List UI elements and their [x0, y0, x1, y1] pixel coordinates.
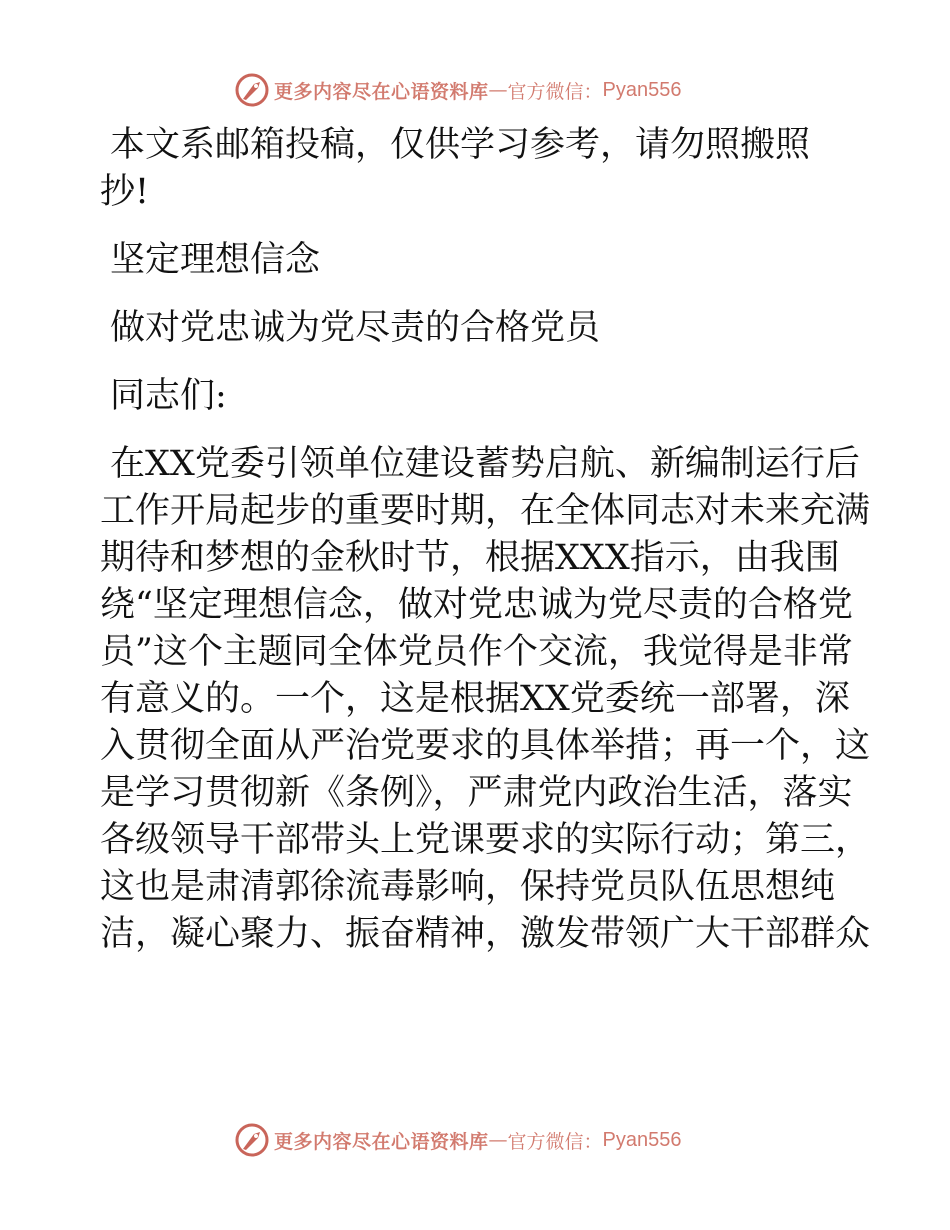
watermark-sub-text: 官方微信：: [507, 1130, 603, 1153]
pen-nib-logo-icon: [234, 1122, 270, 1158]
notice-paragraph: [100, 122, 850, 216]
salutation: 同志们:: [110, 376, 227, 416]
body-line: 洁，凝心聚力、振奋精神，激发带领广大干部群众: [100, 914, 871, 954]
notice-line: 抄!: [100, 172, 150, 212]
document-subtitle: 做对党忠诚为党尽责的合格党员: [110, 308, 601, 348]
watermark-main-text: 更多内容尽在心语资料库: [274, 1130, 489, 1153]
body-line: 入贯彻全面从严治党要求的具体举措；再一个，这: [100, 726, 871, 766]
body-line: 是学习贯彻新《条例》，严肃党内政治生活，落实: [100, 773, 853, 813]
watermark-separator: —: [488, 1129, 508, 1151]
salutation-paragraph: [100, 373, 850, 420]
watermark-separator: —: [488, 79, 508, 101]
body-line: 这也是肃清郭徐流毒影响，保持党员队伍思想纯: [100, 867, 836, 907]
watermark-sub-text: 官方微信：: [507, 80, 603, 103]
body-line: 员”这个主题同全体党员作个交流，我觉得是非常: [100, 632, 853, 672]
watermark-id: Pyan556: [602, 78, 682, 101]
watermark-bottom: [234, 1122, 682, 1158]
title-paragraph: [100, 237, 850, 284]
document-body: [100, 122, 871, 958]
body-line: 工作开局起步的重要时期，在全体同志对未来充满: [100, 491, 871, 531]
document-title: 坚定理想信念: [110, 240, 321, 280]
body-line: 期待和梦想的金秋时节，根据XXX指示，由我围: [100, 538, 840, 578]
body-line: 在XX党委引领单位建设蓄势启航、新编制运行后: [110, 444, 860, 484]
body-line: 绕“坚定理想信念，做对党忠诚为党尽责的合格党: [100, 585, 853, 625]
body-paragraph: [100, 441, 871, 958]
body-line: 各级领导干部带头上党课要求的实际行动；第三，: [100, 820, 871, 860]
pen-nib-logo-icon: [234, 72, 270, 108]
subtitle-paragraph: [100, 305, 850, 352]
watermark-main-text: 更多内容尽在心语资料库: [274, 80, 489, 103]
body-line: 有意义的。一个，这是根据XX党委统一部署，深: [100, 679, 850, 719]
notice-line: 本文系邮箱投稿，仅供学习参考，请勿照搬照: [110, 125, 811, 165]
watermark-id: Pyan556: [602, 1128, 682, 1151]
watermark-top: [234, 72, 682, 108]
